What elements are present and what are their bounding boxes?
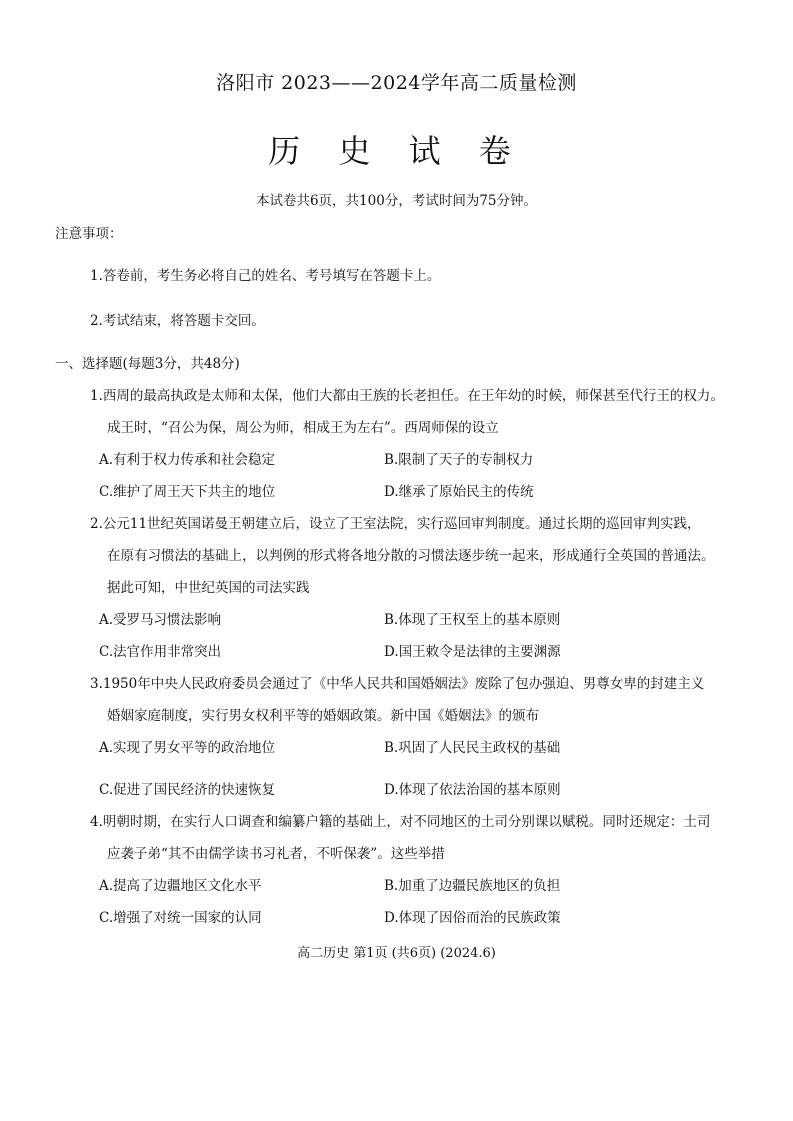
- question-4-option-b: B.加重了边疆民族地区的负担: [384, 878, 561, 894]
- question-4-text: 4.明朝时期，在实行人口调查和编纂户籍的基础上，对不同地区的土司分别课以赋税。同时还规定：土司: [90, 814, 711, 830]
- question-2-option-c: C.法官作用非常突出: [99, 644, 222, 660]
- exam-header: 洛阳市 2023——2024学年高二质量检测: [216, 72, 577, 94]
- question-4-option-a: A.提高了边疆地区文化水平: [99, 878, 262, 894]
- question-4-text: 应袭子弟“其不由儒学读书习礼者，不听保袭”。这些举措: [107, 846, 445, 862]
- question-1-option-d: D.继承了原始民主的传统: [384, 484, 534, 500]
- question-1-option-a: A.有利于权力传承和社会稳定: [99, 452, 276, 468]
- question-2-text: 在原有习惯法的基础上，以判例的形式将各地分散的习惯法逐步统一起来，形成通行全英国的普通法。: [107, 548, 715, 564]
- question-1-text: 成王时，“召公为保，周公为师，相成王为左右”。西周师保的设立: [107, 420, 499, 436]
- question-4-option-c: C.增强了对统一国家的认同: [99, 910, 262, 926]
- section-heading: 一、选择题(每题3分，共48分): [55, 356, 240, 372]
- notice-item: 2.考试结束，将答题卡交回。: [90, 313, 265, 329]
- question-3-text: 3.1950年中央人民政府委员会通过了《中华人民共和国婚姻法》废除了包办强迫、男尊女卑的封建主义: [90, 676, 705, 692]
- question-3-text: 婚姻家庭制度，实行男女权利平等的婚姻政策。新中国《婚姻法》的颁布: [107, 708, 539, 724]
- exam-subject-title: 历 史 试 卷: [268, 132, 525, 170]
- question-3-option-c: C.促进了国民经济的快速恢复: [99, 782, 276, 798]
- question-3-option-b: B.巩固了人民民主政权的基础: [384, 740, 561, 756]
- question-2-text: 2.公元11世纪英国诺曼王朝建立后，设立了王室法院，实行巡回审判制度。通过长期的巡回审判实践，: [90, 516, 701, 532]
- exam-info: 本试卷共6页，共100分，考试时间为75分钟。: [255, 193, 538, 209]
- question-3-option-a: A.实现了男女平等的政治地位: [99, 740, 276, 756]
- question-3-option-d: D.体现了依法治国的基本原则: [384, 782, 561, 798]
- question-1-option-c: C.维护了周王天下共主的地位: [99, 484, 276, 500]
- question-1-text: 1.西周的最高执政是太师和太保，他们大都由王族的长老担任。在王年幼的时候，师保甚至代行王的权力。: [90, 388, 724, 404]
- question-1-option-b: B.限制了天子的专制权力: [384, 452, 534, 468]
- page-footer: 高二历史 第1页 (共6页) (2024.6): [297, 946, 496, 961]
- question-2-text: 据此可知，中世纪英国的司法实践: [107, 580, 310, 596]
- question-2-option-d: D.国王敕令是法律的主要渊源: [384, 644, 561, 660]
- notice-title: 注意事项：: [55, 226, 123, 242]
- notice-item: 1.答卷前，考生务必将自己的姓名、考号填写在答题卡上。: [90, 268, 441, 284]
- question-4-option-d: D.体现了因俗而治的民族政策: [384, 910, 561, 926]
- question-2-option-a: A.受罗马习惯法影响: [99, 612, 222, 628]
- question-2-option-b: B.体现了王权至上的基本原则: [384, 612, 561, 628]
